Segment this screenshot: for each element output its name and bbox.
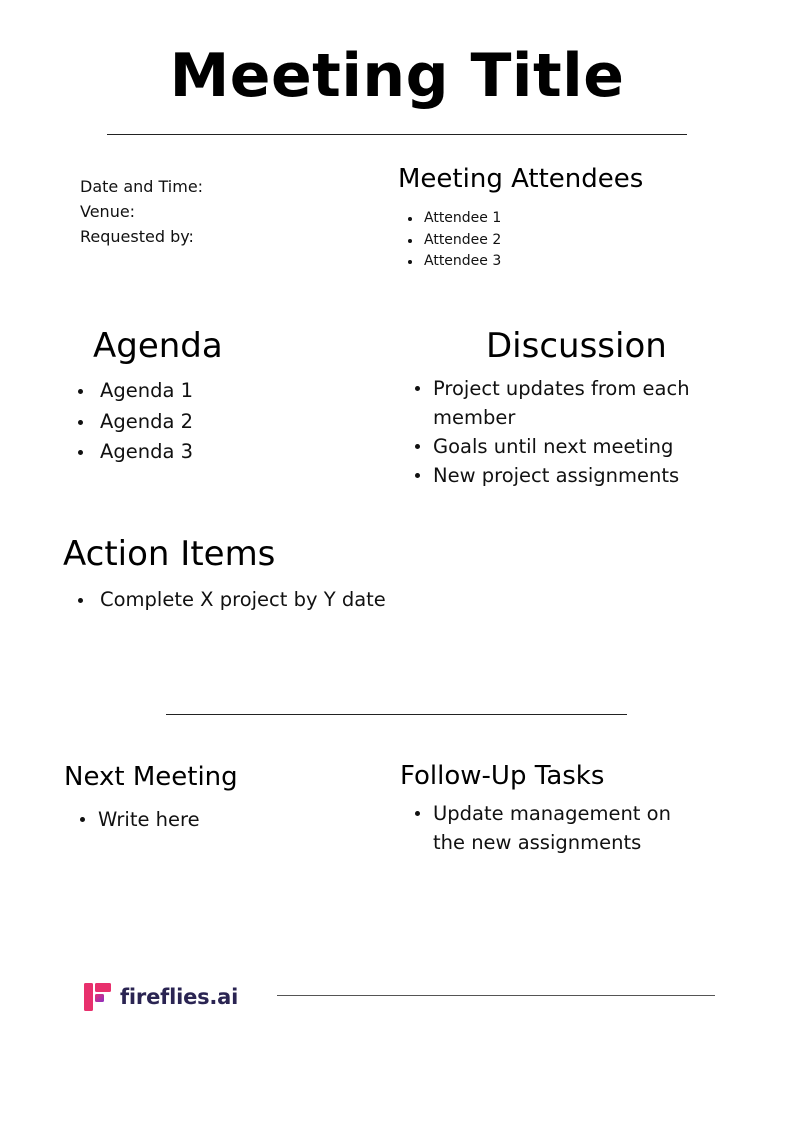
next-meeting-heading: Next Meeting [64,762,238,792]
venue-label: Venue: [80,202,136,221]
agenda-heading: Agenda [93,326,223,366]
section-divider [166,714,627,715]
agenda-list [63,376,363,468]
meeting-meta [80,174,360,249]
follow-up-item: Update management on the new assignments [398,799,678,857]
action-items-heading: Action Items [63,534,276,574]
fireflies-logo [84,983,238,1011]
attendee-item: Attendee 3 [398,251,738,273]
attendees-heading: Meeting Attendees [398,164,644,194]
page-title: Meeting Title [169,41,625,111]
next-meeting-item: Write here [63,805,363,834]
agenda-item: Agenda 3 [63,437,363,468]
logo-text: fireflies.ai [120,985,239,1009]
discussion-item: Goals until next meeting [398,432,698,461]
follow-up-heading: Follow-Up Tasks [400,761,605,791]
agenda-item: Agenda 1 [63,376,363,407]
discussion-list [398,374,698,490]
agenda-item: Agenda 2 [63,407,363,438]
discussion-item: Project updates from each member [398,374,698,432]
attendees-list [398,208,738,273]
footer-divider [277,995,715,996]
action-item: Complete X project by Y date [63,585,523,616]
action-items-list [63,585,523,616]
attendee-item: Attendee 2 [398,230,738,252]
requested-by-label: Requested by: [80,227,194,246]
discussion-item: New project assignments [398,461,698,490]
date-time-label: Date and Time: [80,177,204,196]
next-meeting-list [63,805,363,834]
discussion-heading: Discussion [486,326,667,366]
title-divider [107,134,687,135]
follow-up-list [398,799,678,857]
fireflies-logo-icon [84,983,112,1011]
attendee-item: Attendee 1 [398,208,738,230]
